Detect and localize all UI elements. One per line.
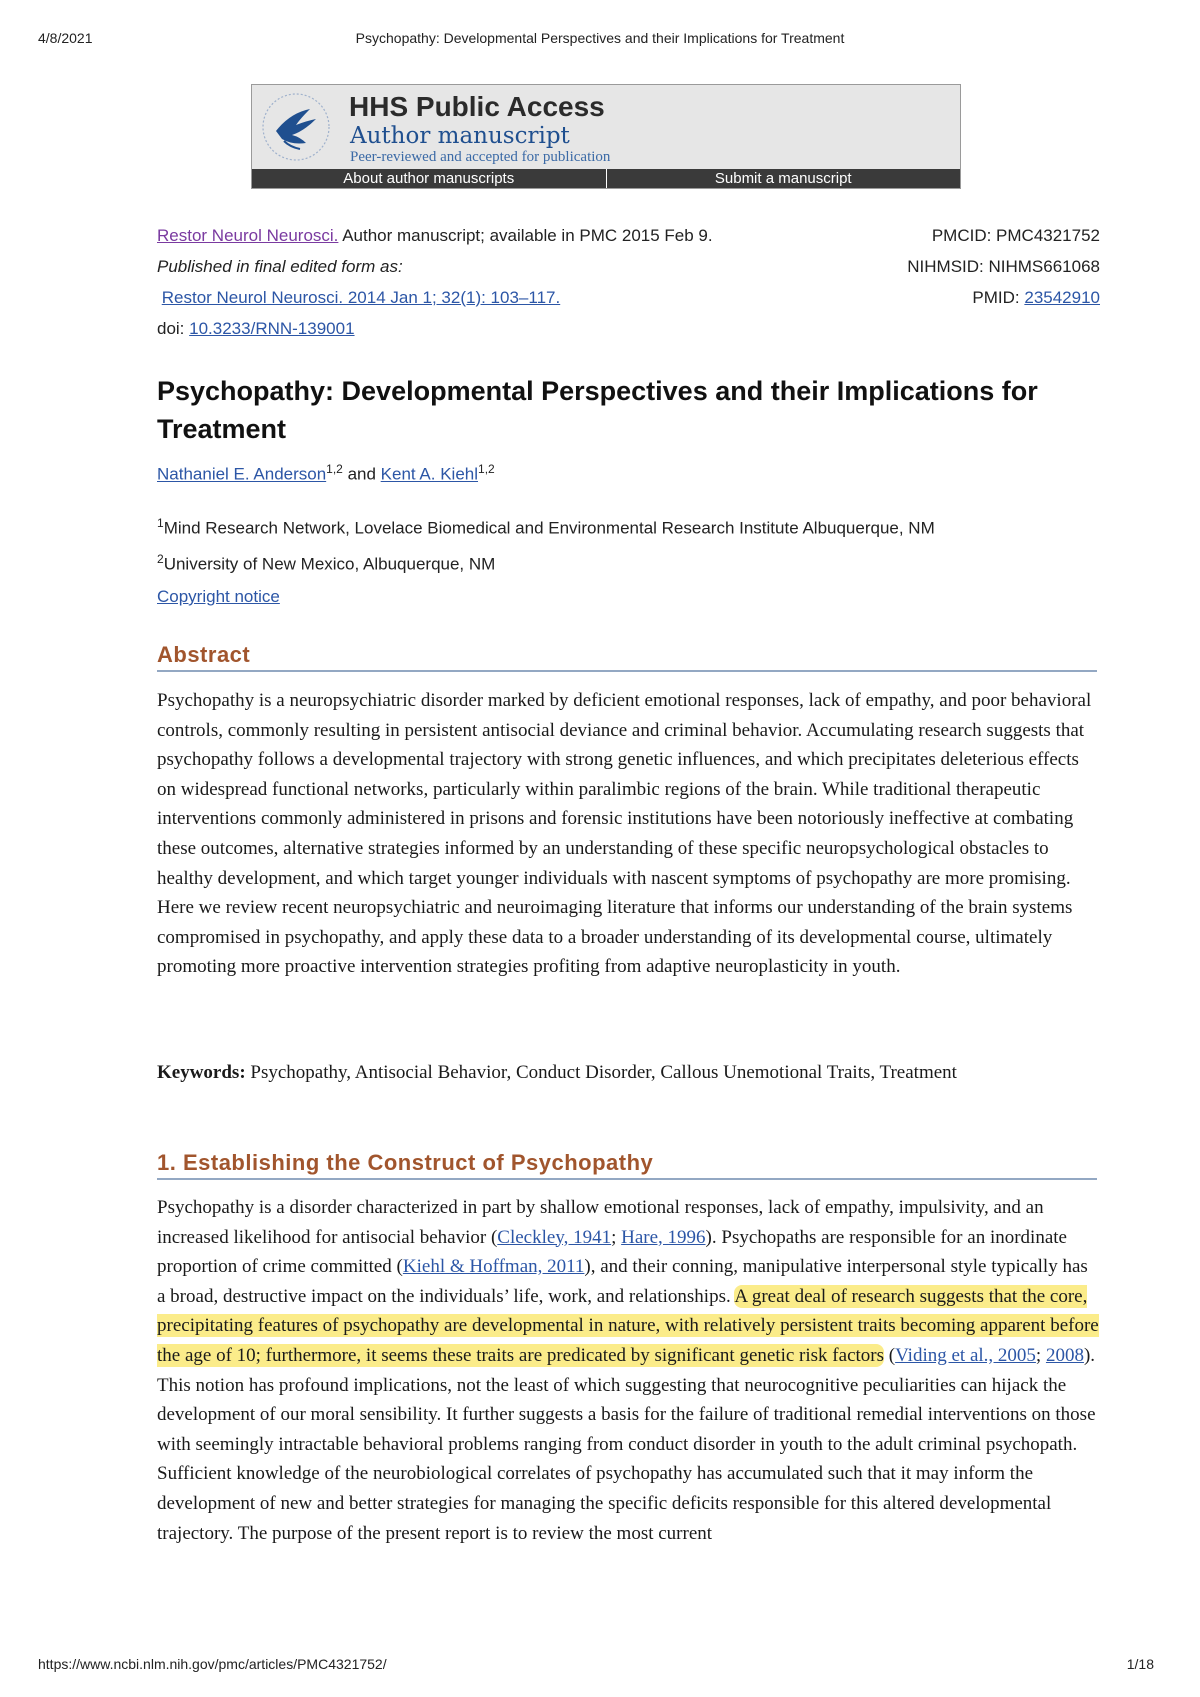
- highlighted-text: A great deal of research suggests that the core, precipitating features of psychopathy are developmental in nature, with relatively persistent traits becoming apparent before the age of 10; furthermore, it seems these traits are predicated by significant genetic risk factors: [157, 1285, 1099, 1366]
- affil-text: University of New Mexico, Albuquerque, NM: [163, 554, 496, 574]
- doi-label: doi:: [157, 319, 190, 338]
- body-text: Psychopathy is a disorder characterized in part by shallow emotional responses, lack of empathy, impulsivity, and an increased likelihood for antisocial behavior (: [157, 1197, 1044, 1248]
- doi-link[interactable]: 10.3233/RNN-139001: [189, 319, 355, 338]
- body-text: ), and their conning, manipulative interpersonal style typically has a broad, destructive impact on the individuals’ life, work, and relationships.: [157, 1256, 1088, 1307]
- author-anderson-link[interactable]: Nathaniel E. Anderson: [157, 464, 327, 484]
- pmcid: PMCID: PMC4321752: [931, 226, 1100, 245]
- copyright-notice-link[interactable]: Copyright notice: [157, 587, 280, 606]
- citation-block: [157, 220, 713, 344]
- banner-link-bar: [252, 169, 960, 188]
- ref-kiehl-hoffman-2011[interactable]: Kiehl & Hoffman, 2011: [402, 1256, 585, 1278]
- pmid-link[interactable]: 23542910: [1024, 288, 1100, 307]
- ref-viding-2008[interactable]: 2008: [1045, 1344, 1084, 1366]
- hhs-eagle-logo-icon: [260, 91, 332, 163]
- identifier-block: [907, 220, 1100, 313]
- affiliation-1: [157, 508, 935, 544]
- affil-text: Mind Research Network, Lovelace Biomedical and Environmental Research Institute Albuquerque, NM: [163, 518, 935, 538]
- article-title: Psychopathy: Developmental Perspectives and their Implications for Treatment: [157, 376, 1038, 444]
- ref-cleckley-1941[interactable]: Cleckley, 1941: [497, 1226, 612, 1248]
- print-page-number: 1/18: [1126, 1656, 1154, 1672]
- about-author-manuscripts-link[interactable]: About author manuscripts: [252, 169, 607, 188]
- pmid-label: PMID:: [972, 288, 1025, 307]
- affil-sup: 1: [157, 516, 164, 530]
- body-text: ;: [611, 1226, 622, 1248]
- print-footer-url: https://www.ncbi.nlm.nih.gov/pmc/articles/PMC4321752/: [38, 1656, 387, 1672]
- keywords-list: Psychopathy, Antisocial Behavior, Conduct Disorder, Callous Unemotional Traits, Treatment: [245, 1062, 957, 1083]
- submit-manuscript-link[interactable]: Submit a manuscript: [714, 170, 852, 187]
- abstract-text: Psychopathy is a neuropsychiatric disorder marked by deficient emotional responses, lack of empathy, and poor behavioral controls, commonly resulting in persistent antisocial deviance and criminal behavior. Accumulating research suggests that psychopathy follows a developmental trajectory with strong genetic influences, and which precipitates deleterious effects on widespread functional networks, particularly within paralimbic regions of the brain. While traditional therapeutic interventions commonly administered in prisons and forensic institutions have been notoriously ineffective at combating these outcomes, alternative strategies informed by an understanding of these specific neuropsychological obstacles to healthy development, and which target younger individuals with nascent symptoms of psychopathy are more promising. Here we review recent neuropsychiatric and neuroimaging literature that informs our understanding of the brain systems compromised in psychopathy, and apply these data to a broader understanding of its developmental course, ultimately promoting more proactive intervention strategies profiting from adaptive neuroplasticity in youth.: [157, 690, 1092, 978]
- banner-title: HHS Public Access: [349, 91, 605, 122]
- author-separator: and: [342, 464, 381, 484]
- published-label: Published in final edited form as:: [157, 257, 403, 276]
- affiliation-2: [157, 544, 935, 580]
- body-text: ). Psychopaths are responsible for an inordinate proportion of crime committed (: [157, 1226, 1067, 1278]
- body-text: ). This notion has profound implications, not the least of which suggesting that neurocognitive peculiarities can hijack the development of our moral sensibility. It further suggests a basis for the failure of traditional remedial interventions on those with seemingly intractable behavioral problems ranging from conduct disorder in youth to the adult criminal psychopath. Sufficient knowledge of the neurobiological correlates of psychopathy has accumulated such that it may inform the development of new and better strategies for managing the specific deficits responsible for this altered developmental trajectory. The purpose of the present report is to review the most current: [157, 1344, 1096, 1544]
- author-affil-sup: 1,2: [478, 462, 495, 476]
- keywords-label: Keywords:: [157, 1062, 246, 1083]
- final-citation-link[interactable]: Restor Neurol Neurosci. 2014 Jan 1; 32(1): 103–117.: [161, 288, 561, 307]
- banner-tagline: Peer-reviewed and accepted for publication: [350, 149, 611, 165]
- ref-hare-1996[interactable]: Hare, 1996: [621, 1226, 706, 1248]
- print-date: 4/8/2021: [38, 30, 93, 46]
- abstract-heading: Abstract: [157, 642, 1097, 672]
- hhs-public-access-banner: [251, 84, 961, 189]
- section-1-heading: 1. Establishing the Construct of Psychopathy: [157, 1150, 1097, 1180]
- body-text: ;: [1035, 1344, 1046, 1366]
- body-text: (: [884, 1344, 896, 1366]
- affil-sup: 2: [157, 551, 164, 566]
- ref-viding-2005[interactable]: Viding et al., 2005: [895, 1344, 1036, 1366]
- journal-link[interactable]: Restor Neurol Neurosci.: [157, 226, 339, 245]
- section-1-text: [157, 1193, 1100, 1548]
- availability-text: Author manuscript; available in PMC 2015 Feb 9.: [338, 226, 713, 245]
- author-list: [157, 462, 495, 485]
- author-kiehl-link[interactable]: Kent A. Kiehl: [380, 464, 479, 484]
- affiliations: [157, 508, 935, 579]
- nihmsid: NIHMSID: NIHMS661068: [907, 257, 1100, 276]
- banner-subtitle: Author manuscript: [350, 123, 570, 149]
- keywords: [157, 1058, 1100, 1088]
- author-affil-sup: 1,2: [326, 462, 343, 476]
- print-header-title: Psychopathy: Developmental Perspectives and their Implications for Treatment: [355, 30, 845, 46]
